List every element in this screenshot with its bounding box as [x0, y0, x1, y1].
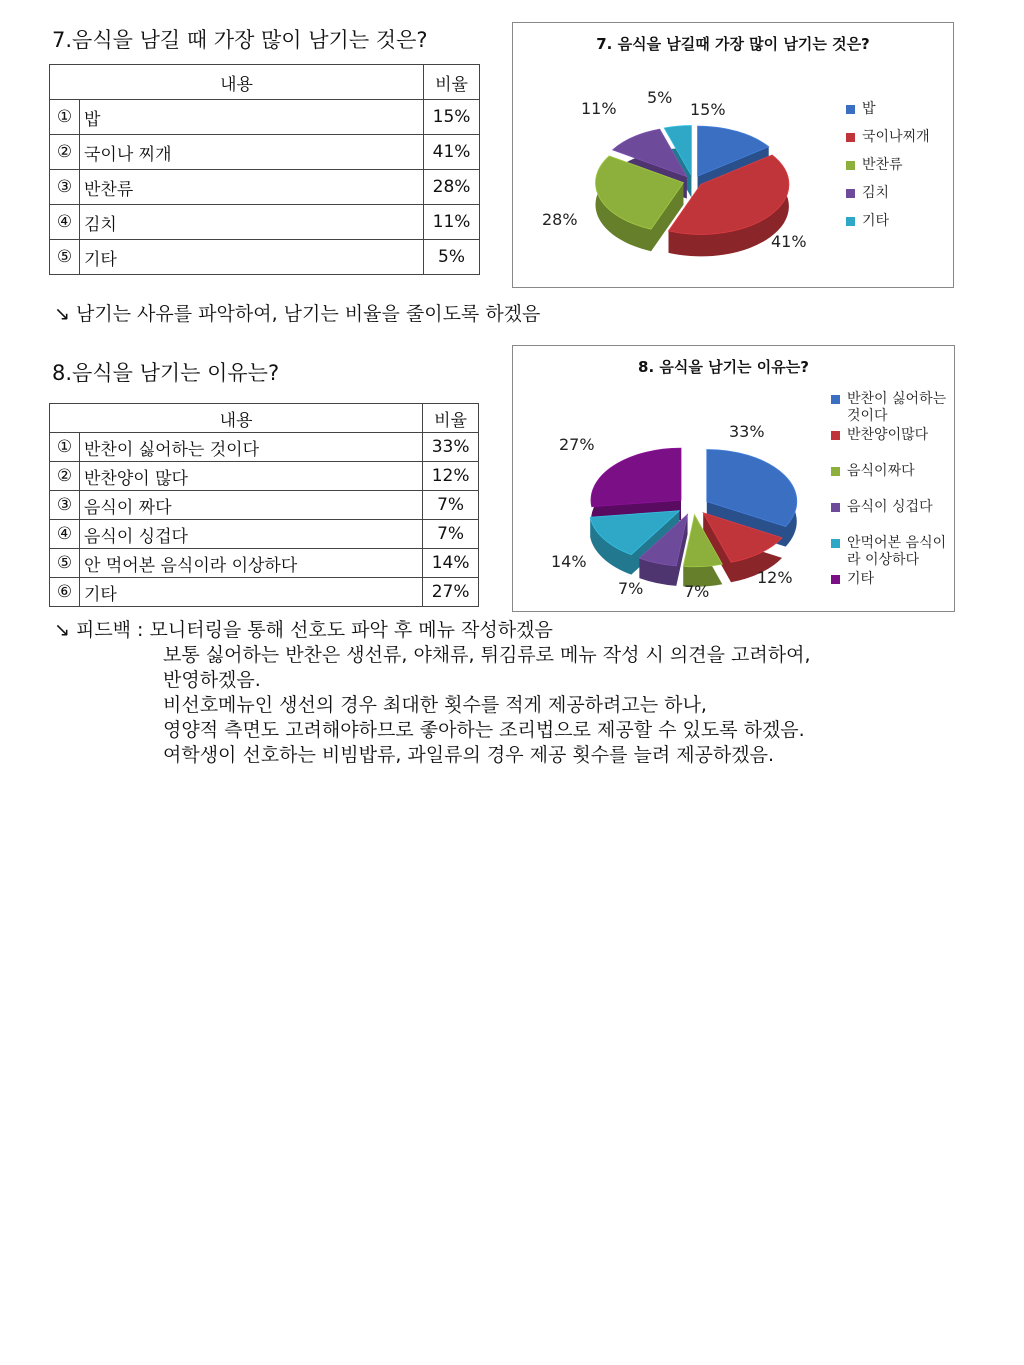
legend-swatch: [831, 395, 840, 404]
legend-swatch: [846, 105, 855, 114]
table-row: [50, 549, 479, 578]
row-ratio: 14%: [423, 549, 479, 578]
row-number: ②: [50, 135, 80, 170]
legend-label: 기타: [847, 571, 875, 587]
chart-legend: [831, 391, 953, 588]
legend-label: 밥: [862, 101, 876, 117]
chart-8: [512, 345, 955, 612]
row-ratio: 11%: [424, 205, 480, 240]
row-ratio: 41%: [424, 135, 480, 170]
table-row: [50, 205, 480, 240]
legend-label: 반찬류: [862, 157, 903, 173]
feedback-label: ↘ 피드백 : 모니터링을 통해 선호도 파악 후 메뉴 작성하겠음: [54, 619, 553, 641]
feedback-line: 비선호메뉴인 생선의 경우 최대한 횟수를 적게 제공하려고는 하나,: [163, 694, 707, 716]
table-row: [50, 433, 479, 462]
pie-slice-top: [591, 448, 681, 507]
q7-note: ↘ 남기는 사유를 파악하여, 남기는 비율을 줄이도록 하겠음: [54, 303, 541, 325]
legend-swatch: [831, 539, 840, 548]
row-ratio: 5%: [424, 240, 480, 275]
legend-item: [846, 213, 930, 230]
legend-swatch: [846, 133, 855, 142]
legend-item: [846, 185, 930, 202]
legend-item: [846, 101, 930, 118]
legend-item: [831, 427, 953, 463]
legend-label: 음식이 싱겁다: [847, 499, 933, 515]
legend-item: [831, 535, 953, 571]
row-content: 김치: [80, 205, 424, 240]
legend-label: 음식이짜다: [847, 463, 915, 479]
legend-label: 국이나찌개: [862, 129, 930, 145]
legend-swatch: [846, 161, 855, 170]
feedback-body: [163, 643, 811, 768]
row-number: ⑥: [50, 578, 80, 607]
legend-label: 반찬이 싫어하는것이다: [847, 391, 947, 424]
q8-table: [49, 403, 479, 607]
legend-swatch: [846, 189, 855, 198]
legend-item: [831, 463, 953, 499]
row-content: 반찬이 싫어하는 것이다: [80, 433, 423, 462]
table-header-row: [50, 404, 479, 433]
pie-label-disliked: 33%: [729, 422, 765, 441]
row-ratio: 27%: [423, 578, 479, 607]
table-row: [50, 170, 480, 205]
table-row: [50, 462, 479, 491]
header-content: 내용: [50, 65, 424, 100]
row-number: ①: [50, 100, 80, 135]
row-content: 기타: [80, 240, 424, 275]
row-content: 음식이 싱겁다: [80, 520, 423, 549]
table-row: [50, 100, 480, 135]
legend-item: [831, 499, 953, 535]
row-ratio: 7%: [423, 520, 479, 549]
row-content: 반찬류: [80, 170, 424, 205]
row-ratio: 7%: [423, 491, 479, 520]
row-number: ④: [50, 205, 80, 240]
feedback-line: 보통 싫어하는 반찬은 생선류, 야채류, 튀김류로 메뉴 작성 시 의견을 고려하여,: [163, 644, 811, 666]
legend-item: [846, 129, 930, 146]
legend-label: 반찬양이많다: [847, 427, 929, 443]
legend-swatch: [831, 467, 840, 476]
pie-label-other: 27%: [559, 435, 595, 454]
table-row: [50, 135, 480, 170]
row-content: 밥: [80, 100, 424, 135]
row-number: ③: [50, 170, 80, 205]
legend-swatch: [846, 217, 855, 226]
row-number: ③: [50, 491, 80, 520]
table-header-row: [50, 65, 480, 100]
pie-label-salty: 7%: [684, 582, 710, 601]
legend-swatch: [831, 575, 840, 584]
chart-title: 8. 음식을 남기는 이유는?: [638, 358, 809, 376]
header-content: 내용: [50, 404, 423, 433]
pie-label-too-much: 12%: [757, 568, 793, 587]
row-number: ⑤: [50, 549, 80, 578]
row-content: 안 먹어본 음식이라 이상하다: [80, 549, 423, 578]
table-row: [50, 520, 479, 549]
legend-item: [831, 391, 953, 427]
table-row: [50, 240, 480, 275]
table-row: [50, 578, 479, 607]
row-content: 기타: [80, 578, 423, 607]
header-ratio: 비율: [423, 404, 479, 433]
feedback-line: 영양적 측면도 고려해야하므로 좋아하는 조리법으로 제공할 수 있도록 하겠음.: [163, 719, 805, 741]
row-content: 반찬양이 많다: [80, 462, 423, 491]
pie-label-unfamiliar: 14%: [551, 552, 587, 571]
pie-label-sidedish: 28%: [542, 210, 578, 229]
feedback-line: 반영하겠음.: [163, 669, 261, 691]
row-ratio: 12%: [423, 462, 479, 491]
pie-label-kimchi: 11%: [581, 99, 617, 118]
chart-legend: [846, 101, 930, 230]
row-ratio: 28%: [424, 170, 480, 205]
chart-7: [512, 22, 954, 288]
row-number: ⑤: [50, 240, 80, 275]
legend-label: 김치: [862, 185, 890, 201]
legend-item: [831, 571, 953, 588]
q7-title: 7.음식을 남길 때 가장 많이 남기는 것은?: [52, 28, 428, 52]
row-content: 국이나 찌개: [80, 135, 424, 170]
pie-label-bland: 7%: [618, 579, 644, 598]
legend-item: [846, 157, 930, 174]
legend-swatch: [831, 503, 840, 512]
pie-label-bap: 15%: [690, 100, 726, 119]
row-number: ①: [50, 433, 80, 462]
q8-title: 8.음식을 남기는 이유는?: [52, 361, 280, 385]
table-row: [50, 491, 479, 520]
legend-label: 기타: [862, 213, 890, 229]
row-ratio: 15%: [424, 100, 480, 135]
pie-label-soup: 41%: [771, 232, 807, 251]
q7-table: [49, 64, 480, 275]
chart-title: 7. 음식을 남길때 가장 많이 남기는 것은?: [596, 35, 870, 53]
row-number: ④: [50, 520, 80, 549]
legend-swatch: [831, 431, 840, 440]
row-ratio: 33%: [423, 433, 479, 462]
row-content: 음식이 짜다: [80, 491, 423, 520]
pie-label-other: 5%: [647, 88, 673, 107]
legend-label: 안먹어본 음식이라 이상하다: [847, 535, 947, 568]
row-number: ②: [50, 462, 80, 491]
feedback-line: 여학생이 선호하는 비빔밥류, 과일류의 경우 제공 횟수를 늘려 제공하겠음.: [163, 744, 775, 766]
header-ratio: 비율: [424, 65, 480, 100]
